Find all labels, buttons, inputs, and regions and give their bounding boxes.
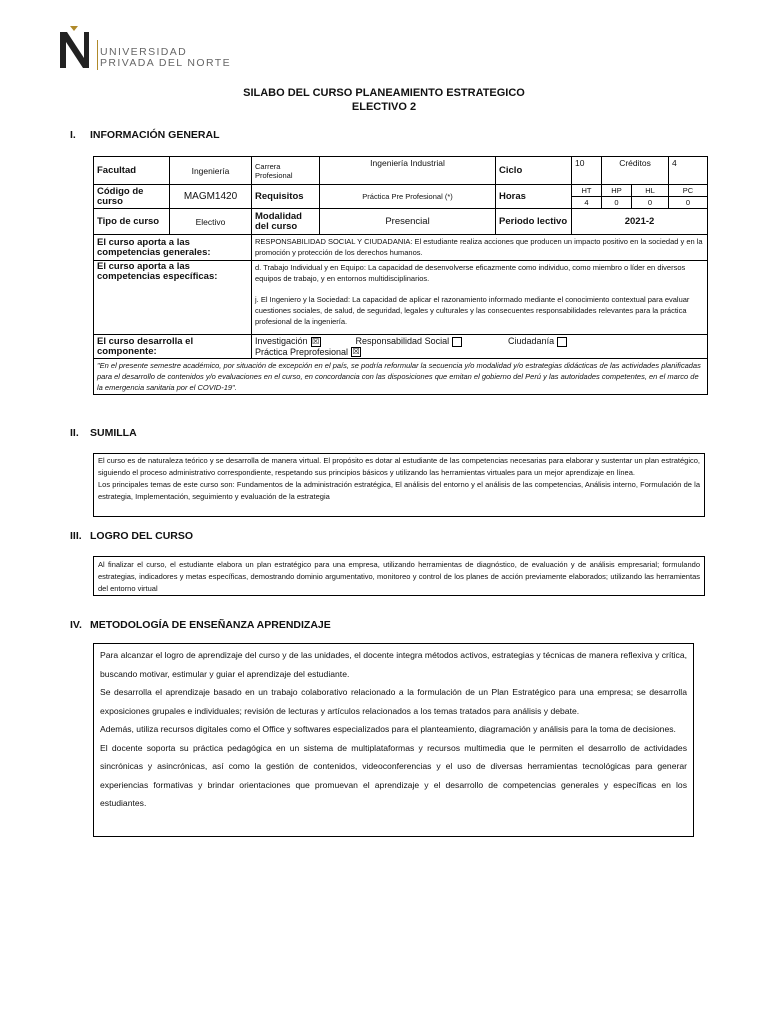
checkbox-practica-preprofesional[interactable]: ☒: [352, 347, 360, 357]
section-4-heading: [70, 619, 331, 631]
ciclo-label: Ciclo: [496, 157, 572, 185]
tipo-label: Tipo de curso: [94, 209, 170, 235]
requisitos-value: Práctica Pre Profesional (*): [320, 185, 496, 209]
componente-practica-preprofesional: Práctica Preprofesional ☒: [255, 346, 360, 357]
carrera-label: Carrera Profesional: [252, 157, 320, 185]
section-2-heading: [70, 427, 137, 439]
metodologia-box: [93, 643, 694, 837]
modalidad-label: Modalidad del curso: [252, 209, 320, 235]
sumilla-paragraph-2: Los principales temas de este curso son: Fundamentos de la administración estratégica, El análisis del entorno y el análisis de las competencias, Análisis interno, Formulación de la estrategia, Implementación, seguimiento y evaluación de la estrategia: [98, 480, 700, 501]
section-1-heading: [70, 129, 220, 141]
periodo-label: Periodo lectivo: [496, 209, 572, 235]
hours-value-hl: 0: [632, 197, 669, 209]
ciclo-value: 10: [572, 157, 602, 185]
requisitos-label: Requisitos: [252, 185, 320, 209]
competencias-especificas-cell: [252, 261, 708, 335]
section-2-title: SUMILLA: [90, 427, 137, 439]
hours-header-ht: HT: [572, 185, 602, 197]
competencias-generales-label: El curso aporta a las competencias generales:: [94, 235, 252, 261]
metodologia-paragraph-1: Para alcanzar el logro de aprendizaje del curso y de las unidades, el docente integra métodos activos, estrategias y técnicas de manera reflexiva y crítica, buscando motivar, estimular y guiar el aprendizaje del estudiante.: [100, 650, 687, 679]
university-name: [100, 47, 231, 69]
hours-header-pc: PC: [669, 185, 708, 197]
componente-label: El curso desarrolla el componente:: [94, 335, 252, 359]
section-1-number: I.: [70, 129, 76, 141]
checkbox-investigacion[interactable]: ☒: [311, 336, 320, 346]
hours-value-ht: 4: [572, 197, 602, 209]
creditos-value: 4: [669, 157, 708, 185]
document-title: SILABO DEL CURSO PLANEAMIENTO ESTRATEGICO: [243, 87, 525, 99]
competencia-especifica-d: d. Trabajo Individual y en Equipo: La capacidad de desenvolverse eficazmente como individuo, como miembro o líder en diversos equipos de trabajo, y en entornos multidisciplinarios.: [255, 263, 686, 283]
university-name-line2: PRIVADA DEL NORTE: [100, 57, 231, 69]
logo-separator: [97, 40, 98, 70]
codigo-value: MAGM1420: [170, 185, 252, 209]
general-info-table: [93, 156, 708, 395]
metodologia-paragraph-3: Además, utiliza recursos digitales como el Office y softwares especializados para el planteamiento, diagramación y análisis para la toma de decisiones.: [100, 724, 676, 734]
modalidad-value: Presencial: [320, 209, 496, 235]
carrera-value: Ingeniería Industrial: [320, 157, 496, 185]
checkbox-responsabilidad-social[interactable]: [452, 337, 462, 347]
sumilla-box: [93, 453, 705, 517]
facultad-value: Ingeniería: [170, 157, 252, 185]
hours-value-hp: 0: [602, 197, 632, 209]
hours-header-hp: HP: [602, 185, 632, 197]
hours-header-hl: HL: [632, 185, 669, 197]
competencias-generales-text: RESPONSABILIDAD SOCIAL Y CIUDADANIA: El estudiante realiza acciones que producen un impacto positivo en la sociedad y en la promoción y protección de los derechos humanos.: [252, 235, 708, 261]
creditos-label: Créditos: [602, 157, 669, 185]
logro-paragraph: Al finalizar el curso, el estudiante elabora un plan estratégico para una empresa, utilizando herramientas de diagnóstico, de evaluación y de análisis empresarial; formulando estrategias, indicadores y metas específicas, demostrando dominio argumentativo, monitoreo y control de los planes de acción previamente elaborados; utilizando las herramientas del entorno virtual: [98, 560, 700, 593]
metodologia-paragraph-4: El docente soporta su práctica pedagógica en un sistema de multiplataformas y recursos multimedia que le permiten el desarrollo de actividades sincrónicas y asincrónicas, así como la gestión de contenidos, videoconferencias y el uso de diversas herramientas tecnológicas para generar experiencias formativas y brindar orientaciones que promuevan el aprendizaje y el desarrollo de competencias generales y específicas en los estudiantes.: [100, 742, 687, 808]
section-1-title: INFORMACIÓN GENERAL: [90, 129, 220, 141]
section-4-title: METODOLOGÍA DE ENSEÑANZA APRENDIZAJE: [90, 619, 331, 631]
hours-value-pc: 0: [669, 197, 708, 209]
horas-label: Horas: [496, 185, 572, 209]
tipo-value: Electivo: [170, 209, 252, 235]
covid-note: "En el presente semestre académico, por situación de excepción en el país, se podría reformular la secuencia y/o modalidad y/o estrategias didácticas de las actividades planificadas para el desarrollo de contenidos y/o evaluaciones en el curso, en concordancia con las disposiciones que emitan el gobierno del Perú y las autoridades competentes, en el marco de la emergencia sanitaria por el COVID-19".: [94, 359, 708, 395]
sumilla-paragraph-1: El curso es de naturaleza teórico y se desarrolla de manera virtual. El propósito es dotar al estudiante de las competencias necesarias para elaborar y sustentar un plan estratégico, siguiendo el proceso administrativo correspondiente, respetando sus principios básicos y utilizando las herramientas virtuales para un mejor aprendizaje en línea.: [98, 456, 700, 477]
competencias-especificas-label: El curso aporta a las competencias específicas:: [94, 261, 252, 335]
section-3-number: III.: [70, 530, 82, 542]
componente-investigacion: Investigación ☒: [255, 336, 320, 346]
componente-responsabilidad-social: Responsabilidad Social: [356, 336, 506, 347]
checkbox-ciudadania[interactable]: [557, 337, 567, 347]
university-logo-icon: [58, 26, 94, 70]
competencia-especifica-j: j. El Ingeniero y la Sociedad: La capacidad de aplicar el razonamiento informado mediante el conocimiento contextual para evaluar cuestiones sociales, de salud, de seguridad, legales y culturales y las consecuentes responsabilidades relevantes para la práctica profesional de la ingeniería.: [255, 295, 690, 326]
metodologia-paragraph-2: Se desarrolla el aprendizaje basado en un trabajo colaborativo relacionado a la formulación de un Plan Estratégico para una empresa; se desarrolla exposiciones grupales e individuales; revisión de lecturas y artículos relacionados a los temas tratados para análisis y debate.: [100, 687, 687, 716]
codigo-label: Código de curso: [94, 185, 170, 209]
componente-ciudadania: Ciudadanía: [508, 336, 606, 347]
periodo-value: 2021-2: [572, 209, 708, 235]
section-3-title: LOGRO DEL CURSO: [90, 530, 194, 542]
logro-box: [93, 556, 705, 596]
university-name-line1: UNIVERSIDAD: [100, 46, 188, 58]
section-4-number: IV.: [70, 619, 82, 631]
section-3-heading: [70, 530, 193, 542]
document-subtitle: ELECTIVO 2: [351, 101, 417, 113]
section-2-number: II.: [70, 427, 79, 439]
facultad-label: Facultad: [94, 157, 170, 185]
componente-options: [252, 335, 708, 359]
